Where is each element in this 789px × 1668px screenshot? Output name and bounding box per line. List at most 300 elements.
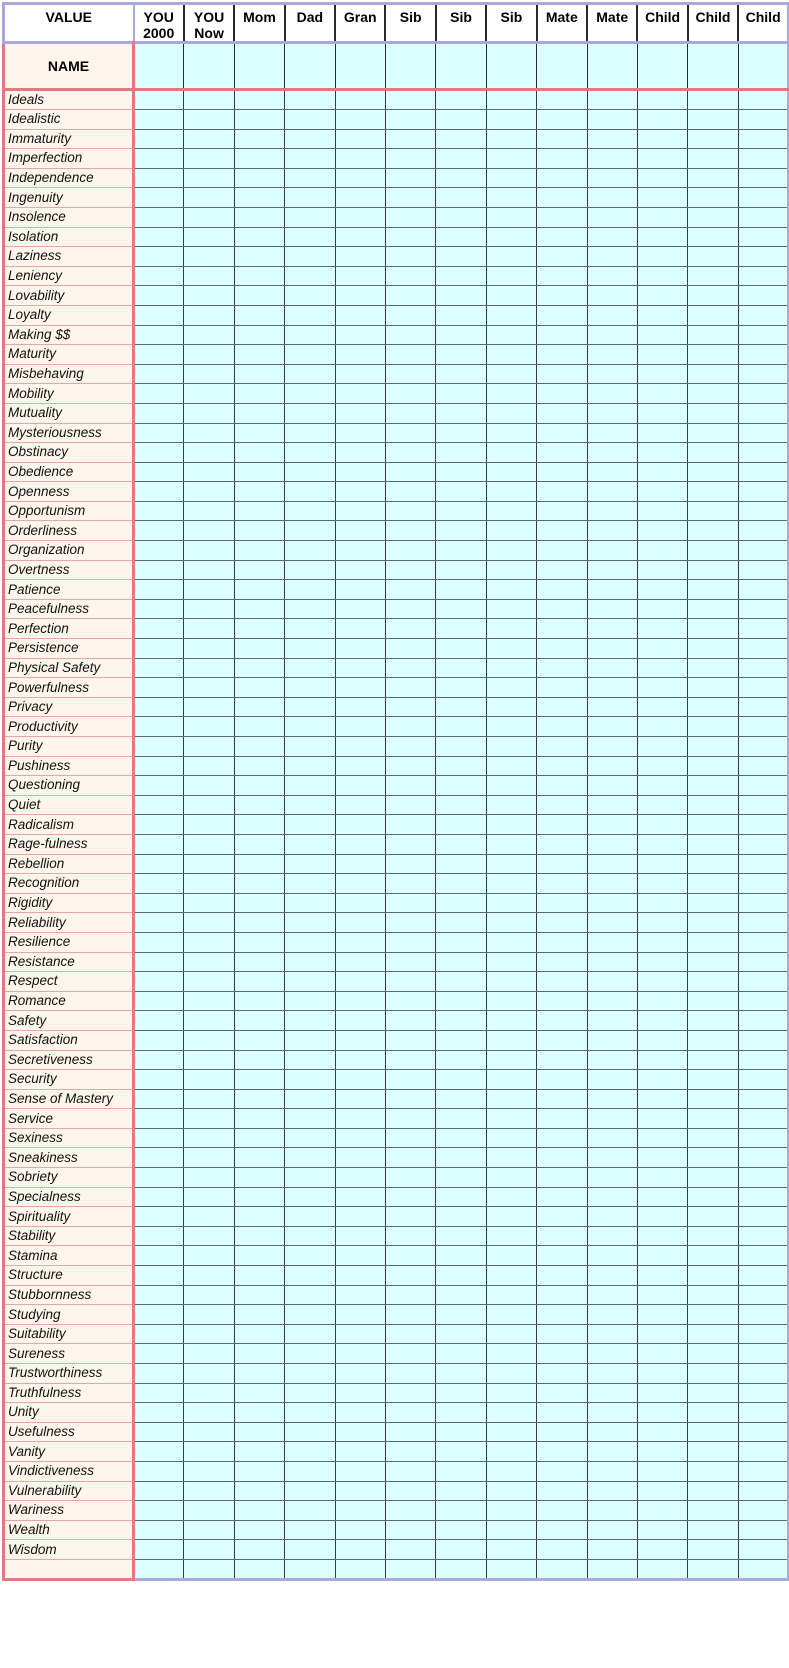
rating-cell[interactable] xyxy=(184,874,234,894)
rating-cell[interactable] xyxy=(335,1285,385,1305)
rating-cell[interactable] xyxy=(436,207,486,227)
rating-cell[interactable] xyxy=(285,207,335,227)
rating-cell[interactable] xyxy=(587,815,637,835)
rating-cell[interactable] xyxy=(587,345,637,365)
rating-cell[interactable] xyxy=(234,247,284,267)
rating-cell[interactable] xyxy=(537,1364,587,1384)
rating-cell[interactable] xyxy=(134,854,184,874)
rating-cell[interactable] xyxy=(688,384,738,404)
rating-cell[interactable] xyxy=(385,168,435,188)
rating-cell[interactable] xyxy=(436,932,486,952)
rating-cell[interactable] xyxy=(436,697,486,717)
rating-cell[interactable] xyxy=(335,1383,385,1403)
rating-cell[interactable] xyxy=(436,1128,486,1148)
rating-cell[interactable] xyxy=(688,129,738,149)
rating-cell[interactable] xyxy=(486,1070,536,1090)
rating-cell[interactable] xyxy=(335,247,385,267)
rating-cell[interactable] xyxy=(184,1226,234,1246)
rating-cell[interactable] xyxy=(234,1207,284,1227)
rating-cell[interactable] xyxy=(234,913,284,933)
rating-cell[interactable] xyxy=(134,580,184,600)
rating-cell[interactable] xyxy=(738,580,788,600)
rating-cell[interactable] xyxy=(234,1246,284,1266)
rating-cell[interactable] xyxy=(436,795,486,815)
rating-cell[interactable] xyxy=(335,795,385,815)
rating-cell[interactable] xyxy=(335,717,385,737)
rating-cell[interactable] xyxy=(637,1207,687,1227)
rating-cell[interactable] xyxy=(335,443,385,463)
rating-cell[interactable] xyxy=(738,1226,788,1246)
rating-cell[interactable] xyxy=(587,1364,637,1384)
rating-cell[interactable] xyxy=(335,1246,385,1266)
rating-cell[interactable] xyxy=(134,188,184,208)
rating-cell[interactable] xyxy=(637,776,687,796)
rating-cell[interactable] xyxy=(335,1226,385,1246)
rating-cell[interactable] xyxy=(436,1364,486,1384)
rating-cell[interactable] xyxy=(385,658,435,678)
rating-cell[interactable] xyxy=(486,776,536,796)
rating-cell[interactable] xyxy=(486,541,536,561)
rating-cell[interactable] xyxy=(738,854,788,874)
rating-cell[interactable] xyxy=(587,168,637,188)
rating-cell[interactable] xyxy=(738,1461,788,1481)
rating-cell[interactable] xyxy=(486,462,536,482)
rating-cell[interactable] xyxy=(637,874,687,894)
rating-cell[interactable] xyxy=(486,1285,536,1305)
rating-cell[interactable] xyxy=(688,1559,738,1579)
rating-cell[interactable] xyxy=(537,541,587,561)
rating-cell[interactable] xyxy=(134,697,184,717)
rating-cell[interactable] xyxy=(436,737,486,757)
rating-cell[interactable] xyxy=(637,795,687,815)
rating-cell[interactable] xyxy=(537,639,587,659)
rating-cell[interactable] xyxy=(537,501,587,521)
rating-cell[interactable] xyxy=(637,854,687,874)
rating-cell[interactable] xyxy=(385,599,435,619)
rating-cell[interactable] xyxy=(335,1559,385,1579)
rating-cell[interactable] xyxy=(738,188,788,208)
rating-cell[interactable] xyxy=(486,129,536,149)
rating-cell[interactable] xyxy=(234,403,284,423)
rating-cell[interactable] xyxy=(335,560,385,580)
rating-cell[interactable] xyxy=(486,1148,536,1168)
rating-cell[interactable] xyxy=(436,1442,486,1462)
rating-cell[interactable] xyxy=(184,90,234,110)
rating-cell[interactable] xyxy=(486,443,536,463)
rating-cell[interactable] xyxy=(688,815,738,835)
rating-cell[interactable] xyxy=(436,913,486,933)
rating-cell[interactable] xyxy=(587,90,637,110)
rating-cell[interactable] xyxy=(285,1070,335,1090)
rating-cell[interactable] xyxy=(486,1011,536,1031)
rating-cell[interactable] xyxy=(637,1364,687,1384)
rating-cell[interactable] xyxy=(234,619,284,639)
rating-cell[interactable] xyxy=(537,305,587,325)
rating-cell[interactable] xyxy=(385,227,435,247)
person-name-cell[interactable] xyxy=(234,43,284,90)
rating-cell[interactable] xyxy=(184,364,234,384)
rating-cell[interactable] xyxy=(738,1501,788,1521)
rating-cell[interactable] xyxy=(637,1305,687,1325)
rating-cell[interactable] xyxy=(436,168,486,188)
rating-cell[interactable] xyxy=(385,1148,435,1168)
rating-cell[interactable] xyxy=(335,305,385,325)
rating-cell[interactable] xyxy=(486,384,536,404)
rating-cell[interactable] xyxy=(738,815,788,835)
rating-cell[interactable] xyxy=(537,1324,587,1344)
rating-cell[interactable] xyxy=(587,913,637,933)
rating-cell[interactable] xyxy=(738,952,788,972)
rating-cell[interactable] xyxy=(234,1266,284,1286)
rating-cell[interactable] xyxy=(537,286,587,306)
rating-cell[interactable] xyxy=(285,305,335,325)
person-name-cell[interactable] xyxy=(587,43,637,90)
rating-cell[interactable] xyxy=(486,1540,536,1560)
rating-cell[interactable] xyxy=(688,639,738,659)
rating-cell[interactable] xyxy=(537,1403,587,1423)
rating-cell[interactable] xyxy=(385,541,435,561)
rating-cell[interactable] xyxy=(537,1128,587,1148)
rating-cell[interactable] xyxy=(738,266,788,286)
person-name-cell[interactable] xyxy=(335,43,385,90)
rating-cell[interactable] xyxy=(134,90,184,110)
rating-cell[interactable] xyxy=(688,1011,738,1031)
rating-cell[interactable] xyxy=(486,1422,536,1442)
rating-cell[interactable] xyxy=(134,266,184,286)
rating-cell[interactable] xyxy=(385,1481,435,1501)
rating-cell[interactable] xyxy=(587,1461,637,1481)
rating-cell[interactable] xyxy=(537,403,587,423)
rating-cell[interactable] xyxy=(587,854,637,874)
rating-cell[interactable] xyxy=(738,1168,788,1188)
rating-cell[interactable] xyxy=(738,972,788,992)
rating-cell[interactable] xyxy=(486,1442,536,1462)
rating-cell[interactable] xyxy=(335,893,385,913)
rating-cell[interactable] xyxy=(486,247,536,267)
rating-cell[interactable] xyxy=(285,1109,335,1129)
rating-cell[interactable] xyxy=(688,776,738,796)
rating-cell[interactable] xyxy=(285,932,335,952)
rating-cell[interactable] xyxy=(537,1226,587,1246)
rating-cell[interactable] xyxy=(184,893,234,913)
rating-cell[interactable] xyxy=(285,815,335,835)
rating-cell[interactable] xyxy=(587,991,637,1011)
rating-cell[interactable] xyxy=(537,756,587,776)
rating-cell[interactable] xyxy=(234,639,284,659)
rating-cell[interactable] xyxy=(738,1030,788,1050)
rating-cell[interactable] xyxy=(688,345,738,365)
rating-cell[interactable] xyxy=(637,580,687,600)
rating-cell[interactable] xyxy=(738,482,788,502)
rating-cell[interactable] xyxy=(486,90,536,110)
rating-cell[interactable] xyxy=(285,90,335,110)
rating-cell[interactable] xyxy=(587,776,637,796)
rating-cell[interactable] xyxy=(385,1070,435,1090)
rating-cell[interactable] xyxy=(738,737,788,757)
rating-cell[interactable] xyxy=(688,913,738,933)
rating-cell[interactable] xyxy=(637,345,687,365)
rating-cell[interactable] xyxy=(587,1344,637,1364)
person-name-cell[interactable] xyxy=(285,43,335,90)
rating-cell[interactable] xyxy=(537,1089,587,1109)
rating-cell[interactable] xyxy=(134,1559,184,1579)
rating-cell[interactable] xyxy=(184,541,234,561)
rating-cell[interactable] xyxy=(486,658,536,678)
rating-cell[interactable] xyxy=(184,345,234,365)
rating-cell[interactable] xyxy=(335,325,385,345)
rating-cell[interactable] xyxy=(436,1461,486,1481)
rating-cell[interactable] xyxy=(184,129,234,149)
rating-cell[interactable] xyxy=(385,580,435,600)
rating-cell[interactable] xyxy=(285,697,335,717)
rating-cell[interactable] xyxy=(637,1481,687,1501)
rating-cell[interactable] xyxy=(537,1109,587,1129)
rating-cell[interactable] xyxy=(486,795,536,815)
rating-cell[interactable] xyxy=(537,991,587,1011)
rating-cell[interactable] xyxy=(587,1324,637,1344)
rating-cell[interactable] xyxy=(134,560,184,580)
rating-cell[interactable] xyxy=(486,1050,536,1070)
rating-cell[interactable] xyxy=(537,1559,587,1579)
rating-cell[interactable] xyxy=(688,834,738,854)
rating-cell[interactable] xyxy=(184,1148,234,1168)
rating-cell[interactable] xyxy=(637,403,687,423)
rating-cell[interactable] xyxy=(637,737,687,757)
rating-cell[interactable] xyxy=(486,1383,536,1403)
rating-cell[interactable] xyxy=(738,639,788,659)
rating-cell[interactable] xyxy=(184,482,234,502)
rating-cell[interactable] xyxy=(285,1011,335,1031)
rating-cell[interactable] xyxy=(486,913,536,933)
rating-cell[interactable] xyxy=(537,384,587,404)
rating-cell[interactable] xyxy=(537,1070,587,1090)
rating-cell[interactable] xyxy=(285,1324,335,1344)
rating-cell[interactable] xyxy=(637,129,687,149)
rating-cell[interactable] xyxy=(587,305,637,325)
rating-cell[interactable] xyxy=(234,893,284,913)
rating-cell[interactable] xyxy=(385,1422,435,1442)
rating-cell[interactable] xyxy=(436,1383,486,1403)
rating-cell[interactable] xyxy=(184,1128,234,1148)
rating-cell[interactable] xyxy=(688,854,738,874)
rating-cell[interactable] xyxy=(436,247,486,267)
rating-cell[interactable] xyxy=(234,325,284,345)
rating-cell[interactable] xyxy=(184,305,234,325)
rating-cell[interactable] xyxy=(587,717,637,737)
rating-cell[interactable] xyxy=(134,423,184,443)
person-name-cell[interactable] xyxy=(688,43,738,90)
rating-cell[interactable] xyxy=(184,1364,234,1384)
rating-cell[interactable] xyxy=(184,952,234,972)
rating-cell[interactable] xyxy=(587,1383,637,1403)
rating-cell[interactable] xyxy=(637,462,687,482)
rating-cell[interactable] xyxy=(134,443,184,463)
rating-cell[interactable] xyxy=(335,697,385,717)
rating-cell[interactable] xyxy=(234,815,284,835)
rating-cell[interactable] xyxy=(637,1246,687,1266)
rating-cell[interactable] xyxy=(738,501,788,521)
rating-cell[interactable] xyxy=(385,462,435,482)
rating-cell[interactable] xyxy=(285,737,335,757)
rating-cell[interactable] xyxy=(587,423,637,443)
rating-cell[interactable] xyxy=(688,1285,738,1305)
rating-cell[interactable] xyxy=(385,952,435,972)
rating-cell[interactable] xyxy=(385,1246,435,1266)
rating-cell[interactable] xyxy=(234,952,284,972)
rating-cell[interactable] xyxy=(134,305,184,325)
rating-cell[interactable] xyxy=(486,737,536,757)
rating-cell[interactable] xyxy=(738,305,788,325)
rating-cell[interactable] xyxy=(385,1030,435,1050)
rating-cell[interactable] xyxy=(184,1187,234,1207)
rating-cell[interactable] xyxy=(134,834,184,854)
rating-cell[interactable] xyxy=(738,658,788,678)
rating-cell[interactable] xyxy=(436,521,486,541)
rating-cell[interactable] xyxy=(688,1501,738,1521)
rating-cell[interactable] xyxy=(184,110,234,130)
rating-cell[interactable] xyxy=(335,90,385,110)
rating-cell[interactable] xyxy=(436,482,486,502)
rating-cell[interactable] xyxy=(385,874,435,894)
rating-cell[interactable] xyxy=(134,168,184,188)
rating-cell[interactable] xyxy=(688,1168,738,1188)
rating-cell[interactable] xyxy=(335,1324,385,1344)
rating-cell[interactable] xyxy=(537,364,587,384)
rating-cell[interactable] xyxy=(738,1148,788,1168)
rating-cell[interactable] xyxy=(385,110,435,130)
rating-cell[interactable] xyxy=(637,1187,687,1207)
rating-cell[interactable] xyxy=(587,1559,637,1579)
rating-cell[interactable] xyxy=(234,1344,284,1364)
rating-cell[interactable] xyxy=(587,1148,637,1168)
rating-cell[interactable] xyxy=(436,1168,486,1188)
rating-cell[interactable] xyxy=(385,991,435,1011)
rating-cell[interactable] xyxy=(436,1011,486,1031)
rating-cell[interactable] xyxy=(134,1383,184,1403)
rating-cell[interactable] xyxy=(587,1305,637,1325)
rating-cell[interactable] xyxy=(285,972,335,992)
rating-cell[interactable] xyxy=(637,1128,687,1148)
rating-cell[interactable] xyxy=(285,1089,335,1109)
rating-cell[interactable] xyxy=(537,443,587,463)
rating-cell[interactable] xyxy=(385,521,435,541)
rating-cell[interactable] xyxy=(184,286,234,306)
rating-cell[interactable] xyxy=(285,129,335,149)
rating-cell[interactable] xyxy=(436,854,486,874)
rating-cell[interactable] xyxy=(234,991,284,1011)
rating-cell[interactable] xyxy=(637,1148,687,1168)
rating-cell[interactable] xyxy=(587,129,637,149)
rating-cell[interactable] xyxy=(234,345,284,365)
rating-cell[interactable] xyxy=(234,560,284,580)
rating-cell[interactable] xyxy=(486,560,536,580)
rating-cell[interactable] xyxy=(234,1383,284,1403)
rating-cell[interactable] xyxy=(637,717,687,737)
rating-cell[interactable] xyxy=(184,756,234,776)
rating-cell[interactable] xyxy=(285,599,335,619)
rating-cell[interactable] xyxy=(285,1364,335,1384)
rating-cell[interactable] xyxy=(184,1540,234,1560)
rating-cell[interactable] xyxy=(486,501,536,521)
rating-cell[interactable] xyxy=(587,580,637,600)
rating-cell[interactable] xyxy=(134,1050,184,1070)
rating-cell[interactable] xyxy=(637,443,687,463)
rating-cell[interactable] xyxy=(234,541,284,561)
rating-cell[interactable] xyxy=(335,501,385,521)
rating-cell[interactable] xyxy=(688,227,738,247)
rating-cell[interactable] xyxy=(738,443,788,463)
rating-cell[interactable] xyxy=(436,423,486,443)
rating-cell[interactable] xyxy=(738,207,788,227)
rating-cell[interactable] xyxy=(537,815,587,835)
rating-cell[interactable] xyxy=(285,1540,335,1560)
rating-cell[interactable] xyxy=(436,462,486,482)
rating-cell[interactable] xyxy=(335,521,385,541)
rating-cell[interactable] xyxy=(537,697,587,717)
rating-cell[interactable] xyxy=(486,403,536,423)
rating-cell[interactable] xyxy=(335,1344,385,1364)
rating-cell[interactable] xyxy=(688,952,738,972)
rating-cell[interactable] xyxy=(436,188,486,208)
rating-cell[interactable] xyxy=(234,305,284,325)
rating-cell[interactable] xyxy=(587,1403,637,1423)
rating-cell[interactable] xyxy=(184,619,234,639)
rating-cell[interactable] xyxy=(637,286,687,306)
rating-cell[interactable] xyxy=(537,1285,587,1305)
rating-cell[interactable] xyxy=(688,1148,738,1168)
rating-cell[interactable] xyxy=(486,423,536,443)
rating-cell[interactable] xyxy=(234,1089,284,1109)
rating-cell[interactable] xyxy=(688,1442,738,1462)
rating-cell[interactable] xyxy=(436,893,486,913)
rating-cell[interactable] xyxy=(234,1050,284,1070)
rating-cell[interactable] xyxy=(134,1207,184,1227)
rating-cell[interactable] xyxy=(285,110,335,130)
rating-cell[interactable] xyxy=(285,1285,335,1305)
rating-cell[interactable] xyxy=(537,482,587,502)
rating-cell[interactable] xyxy=(486,1481,536,1501)
rating-cell[interactable] xyxy=(285,423,335,443)
rating-cell[interactable] xyxy=(285,580,335,600)
rating-cell[interactable] xyxy=(184,1324,234,1344)
rating-cell[interactable] xyxy=(537,932,587,952)
rating-cell[interactable] xyxy=(436,1207,486,1227)
rating-cell[interactable] xyxy=(234,462,284,482)
rating-cell[interactable] xyxy=(688,1030,738,1050)
rating-cell[interactable] xyxy=(285,658,335,678)
rating-cell[interactable] xyxy=(234,227,284,247)
rating-cell[interactable] xyxy=(285,1226,335,1246)
rating-cell[interactable] xyxy=(738,1324,788,1344)
rating-cell[interactable] xyxy=(688,1207,738,1227)
rating-cell[interactable] xyxy=(637,227,687,247)
rating-cell[interactable] xyxy=(335,834,385,854)
rating-cell[interactable] xyxy=(688,599,738,619)
rating-cell[interactable] xyxy=(234,521,284,541)
rating-cell[interactable] xyxy=(688,482,738,502)
rating-cell[interactable] xyxy=(184,1520,234,1540)
rating-cell[interactable] xyxy=(738,403,788,423)
rating-cell[interactable] xyxy=(285,795,335,815)
rating-cell[interactable] xyxy=(335,129,385,149)
rating-cell[interactable] xyxy=(436,384,486,404)
rating-cell[interactable] xyxy=(637,188,687,208)
rating-cell[interactable] xyxy=(234,1540,284,1560)
rating-cell[interactable] xyxy=(436,952,486,972)
rating-cell[interactable] xyxy=(134,129,184,149)
rating-cell[interactable] xyxy=(436,227,486,247)
rating-cell[interactable] xyxy=(385,560,435,580)
